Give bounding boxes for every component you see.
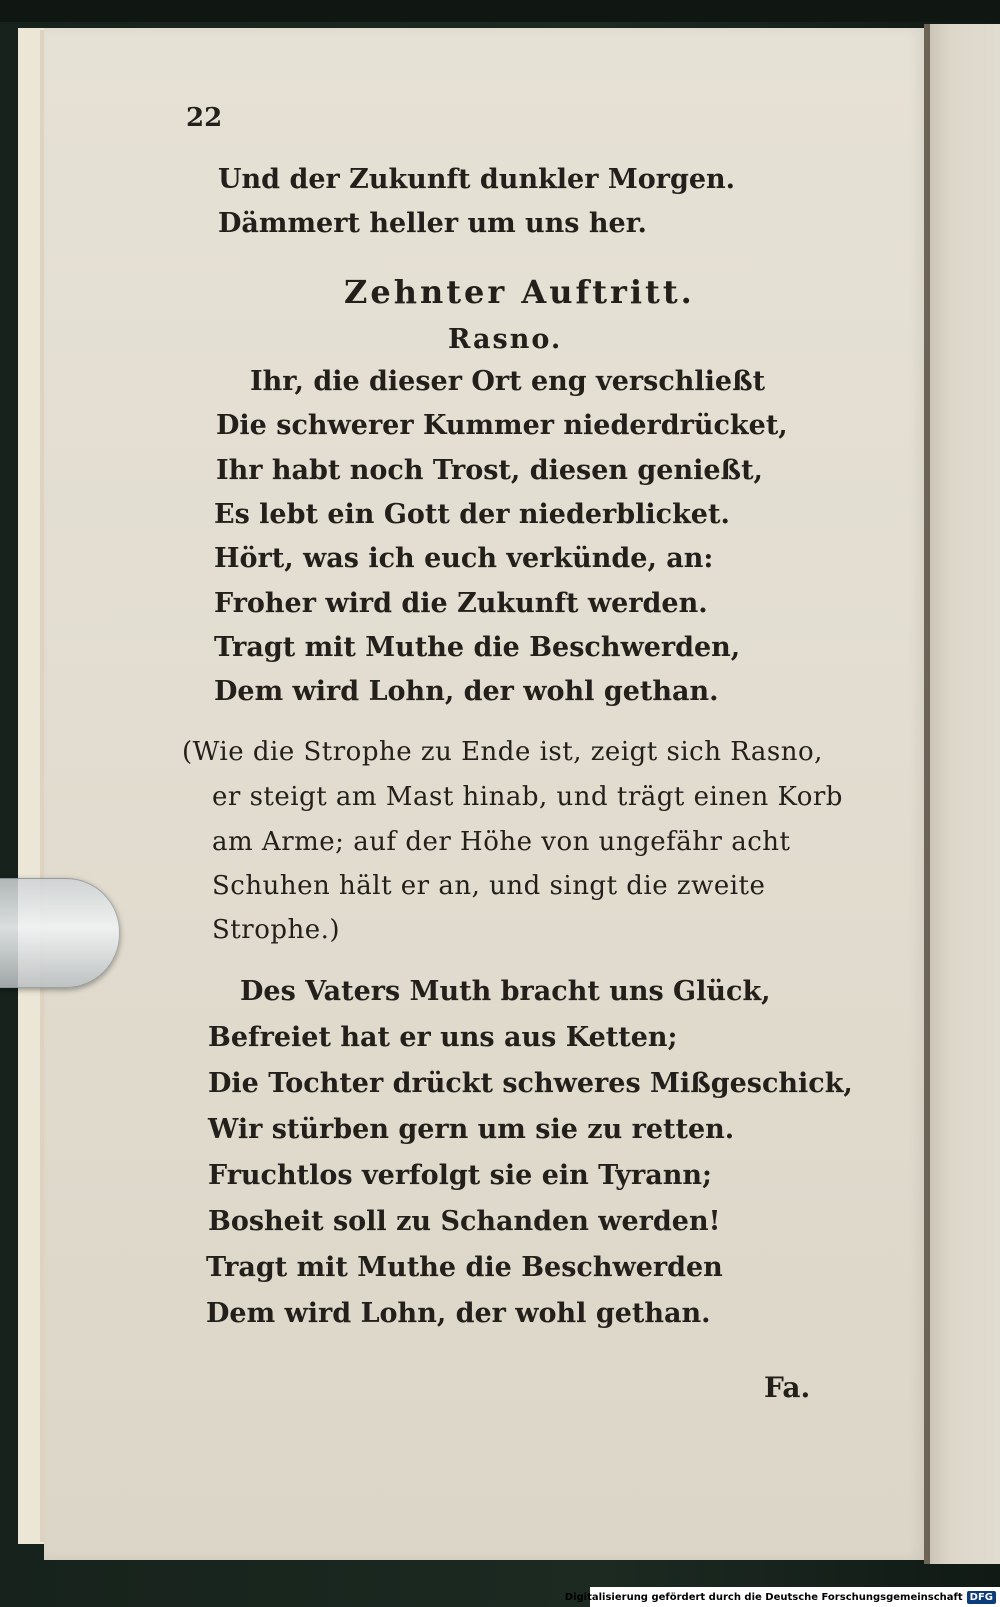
verse-line: Des Vaters Muth bracht uns Glück,: [240, 976, 771, 1007]
stage-direction-line: am Arme; auf der Höhe von ungefähr acht: [212, 827, 791, 857]
verse-line: Bosheit soll zu Schanden werden!: [208, 1206, 721, 1237]
verse-line: Dem wird Lohn, der wohl gethan.: [206, 1298, 711, 1329]
page-number: 22: [186, 103, 223, 133]
verse-line: Tragt mit Muthe die Beschwerden,: [214, 632, 741, 663]
verse-line: Und der Zukunft dunkler Morgen.: [218, 164, 736, 195]
stage-direction-line: Strophe.): [212, 915, 341, 945]
verse-line: Hört, was ich euch verkünde, an:: [214, 543, 714, 574]
stage-direction-line: (Wie die Strophe zu Ende ist, zeigt sich Rasno,: [182, 737, 823, 767]
verse-line: Wir stürben gern um sie zu retten.: [208, 1114, 735, 1145]
verse-line: Froher wird die Zukunft werden.: [214, 588, 708, 619]
verse-line: Fruchtlos verfolgt sie ein Tyrann;: [208, 1160, 712, 1191]
dfg-logo: DFG: [967, 1591, 996, 1604]
stage-direction-line: Schuhen hält er an, und singt die zweite: [212, 871, 766, 901]
stage-direction-line: er steigt am Mast hinab, und trägt einen Korb: [212, 782, 843, 812]
scan-top-border: [0, 0, 1000, 22]
verse-line: Dämmert heller um uns her.: [218, 208, 647, 239]
verse-line: Befreiet hat er uns aus Ketten;: [208, 1022, 678, 1053]
facing-page: [930, 24, 1000, 1564]
catchword: Fa.: [764, 1371, 811, 1404]
page-holder-clip: [0, 878, 120, 988]
verse-line: Ihr habt noch Trost, diesen genießt,: [216, 455, 763, 486]
verse-line: Es lebt ein Gott der niederblicket.: [214, 499, 730, 530]
digitization-credit: Digitalisierung gefördert durch die Deutsche Forschungsgemeinschaft: [564, 1591, 963, 1603]
verse-line: Dem wird Lohn, der wohl gethan.: [214, 676, 719, 707]
verse-line: Die schwerer Kummer niederdrücket,: [216, 410, 788, 441]
scene-heading: Zehnter Auftritt.: [344, 273, 695, 311]
verse-line: Tragt mit Muthe die Beschwerden: [206, 1252, 723, 1283]
verse-line: Die Tochter drückt schweres Mißgeschick,: [208, 1068, 853, 1099]
speaker-name: Rasno.: [448, 324, 563, 355]
verse-line: Ihr, die dieser Ort eng verschließt: [250, 366, 766, 397]
digitization-credit-bar: [564, 1587, 1000, 1607]
